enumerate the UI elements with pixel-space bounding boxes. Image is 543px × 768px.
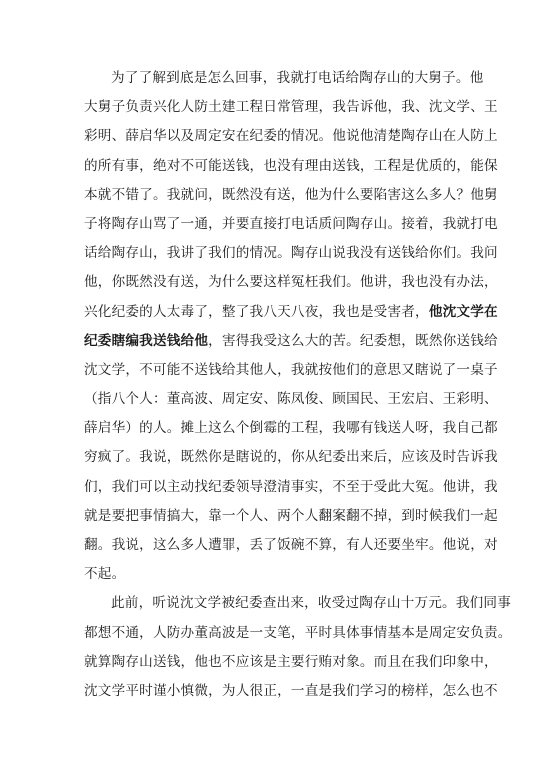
line-9-plain-text: 兴化纪委的人太毒了，整了我八天八夜，我也是受害者， — [84, 303, 429, 320]
paragraph-1-line-11: 沈文学，不可能不送钱给其他人，我就按他们的意思又瞎说了一桌子 — [84, 361, 498, 378]
paragraph-1-line-18: 不起。 — [84, 566, 126, 583]
paragraph-2-line-1: 此前，听说沈文学被纪委查出来，收受过陶存山十万元。我们同事 — [111, 595, 512, 612]
paragraph-2-line-3: 就算陶存山送钱，他也不应该是主要行贿对象。而且在我们印象中， — [84, 653, 498, 670]
paragraph-1-line-10 — [84, 327, 498, 356]
line-10-bold-text: 纪委瞎编我送钱给他 — [84, 332, 209, 349]
body-text — [84, 64, 512, 706]
paragraph-1-line-2: 大舅子负责兴化人防土建工程日常管理，我告诉他，我、沈文学、王 — [84, 99, 498, 116]
paragraph-1-line-12: （指八个人：董高波、周定安、陈凤俊、顾国民、王宏启、王彩明、 — [84, 391, 498, 408]
paragraph-1-line-8: 他，你既然没有送，为什么要这样冤枉我们。他讲，我也没有办法， — [84, 274, 498, 291]
paragraph-1-line-5: 本就不错了。我就问，既然没有送，他为什么要陷害这么多人？他舅 — [84, 186, 498, 203]
paragraph-1-line-3: 彩明、薛启华以及周定安在纪委的情况。他说他清楚陶存山在人防上 — [84, 128, 498, 145]
paragraph-1-line-4: 的所有事，绝对不可能送钱，也没有理由送钱，工程是优质的，能保 — [84, 157, 498, 174]
paragraph-1-line-1: 为了了解到底是怎么回事，我就打电话给陶存山的大舅子。他 — [111, 70, 484, 86]
paragraph-1-line-15: 们，我们可以主动找纪委领导澄清事实，不至于受此大冤。他讲，我 — [84, 478, 498, 495]
paragraph-1-line-9 — [84, 298, 498, 327]
paragraph-1-line-6: 子将陶存山骂了一通，并要直接打电话质问陶存山。接着，我就打电 — [84, 215, 498, 232]
paragraph-2-line-2: 都想不通，人防办董高波是一支笔，平时具体事情基本是周定安负责。 — [84, 624, 512, 641]
paragraph-2-line-4: 沈文学平时谨小慎微，为人很正，一直是我们学习的榜样，怎么也不 — [84, 682, 498, 699]
paragraph-1-line-17: 翻。我说，这么多人遭罪，丢了饭碗不算，有人还要坐牢。他说，对 — [84, 537, 498, 553]
paragraph-1-line-14: 穷疯了。我说，既然你是瞎说的，你从纪委出来后，应该及时告诉我 — [84, 449, 498, 466]
paragraph-1-line-13: 薛启华）的人。摊上这么个倒霉的工程，我哪有钱送人呀，我自己都 — [84, 420, 498, 437]
line-10-plain-text: ，害得我受这么大的苦。纪委想，既然你送钱给 — [208, 332, 498, 349]
line-9-bold-text: 他沈文学在 — [428, 303, 498, 320]
paragraph-1-line-7: 话给陶存山，我讲了我们的情况。陶存山说我没有送钱给你们。我问 — [84, 245, 498, 262]
paragraph-1-line-16: 就是要把事情搞大，靠一个人、两个人翻案翻不掉，到时候我们一起 — [84, 507, 498, 524]
